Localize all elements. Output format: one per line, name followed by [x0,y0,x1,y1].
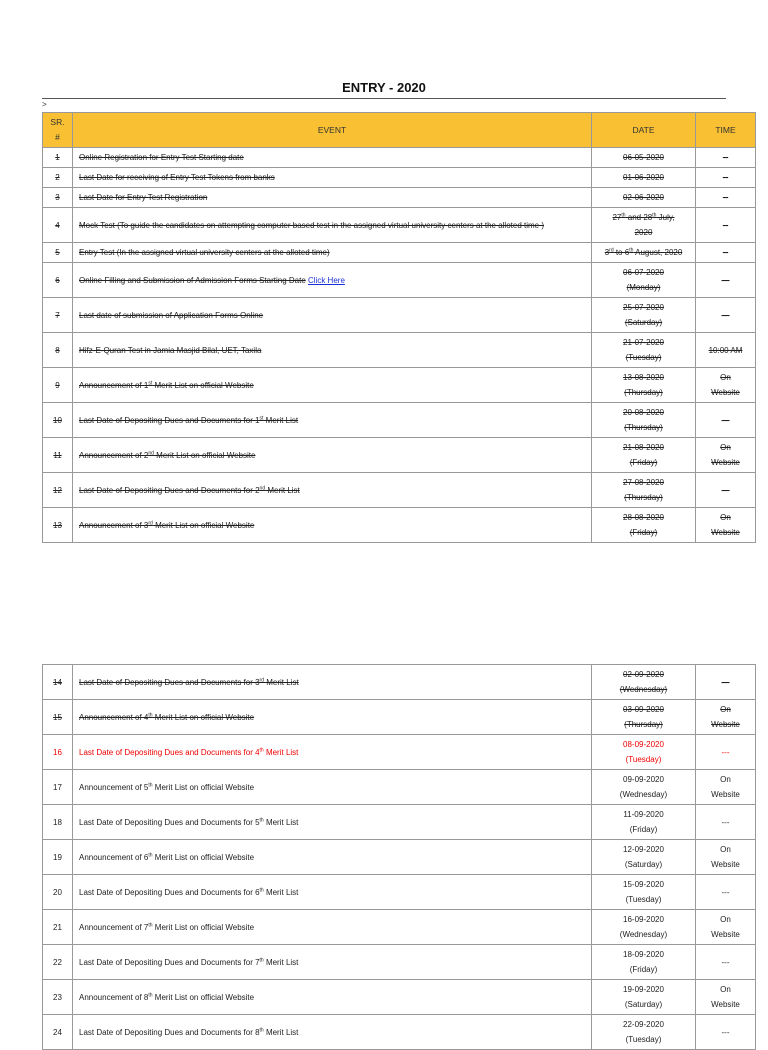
event-cell: Announcement of 8th Merit List on official Website [73,980,592,1015]
sr-cell: 24 [43,1015,73,1050]
sr-cell: 9 [43,368,73,403]
sr-cell: 20 [43,875,73,910]
date-cell: 22-09-2020 (Tuesday) [592,1015,696,1050]
event-cell: Entry Test (In the assigned virtual university centers at the alloted time) [73,243,592,263]
schedule-body-2 [43,665,756,1050]
event-cell: Announcement of 6th Merit List on official Website [73,840,592,875]
date-cell: 19-09-2020 (Saturday) [592,980,696,1015]
event-cell: Last Date of Depositing Dues and Documents for 5th Merit List [73,805,592,840]
time-cell: On Website [696,980,756,1015]
time-cell: --- [696,805,756,840]
marker-glyph: > [42,100,47,109]
time-cell: 10:00 AM [696,333,756,368]
time-cell: -- [696,243,756,263]
table-row [43,875,756,910]
date-cell: 09-09-2020 (Wednesday) [592,770,696,805]
table-row [43,770,756,805]
table-row [43,840,756,875]
sr-cell: 14 [43,665,73,700]
time-cell: -- [696,188,756,208]
time-cell: On Website [696,508,756,543]
page-title: ENTRY - 2020 [342,80,426,95]
date-cell: 15-09-2020 (Tuesday) [592,875,696,910]
sr-cell: 11 [43,438,73,473]
date-cell: 3rd to 6th August, 2020 [592,243,696,263]
sr-cell: 23 [43,980,73,1015]
sr-cell: 4 [43,208,73,243]
event-cell: Announcement of 3rd Merit List on official Website [73,508,592,543]
event-cell: Last Date of Depositing Dues and Documents for 8th Merit List [73,1015,592,1050]
sr-cell: 8 [43,333,73,368]
sr-cell: 21 [43,910,73,945]
header-date: DATE [592,113,696,148]
table-row [43,208,756,243]
date-cell: 08-09-2020 (Tuesday) [592,735,696,770]
event-cell: Announcement of 2nd Merit List on official Website [73,438,592,473]
table-row [43,508,756,543]
time-cell: -- [696,148,756,168]
table-row [43,945,756,980]
event-cell: Mock Test (To guide the candidates on attempting computer based test in the assigned virtual university centers at the alloted time ) [73,208,592,243]
event-cell: Announcement of 5th Merit List on official Website [73,770,592,805]
table-row [43,263,756,298]
table-row [43,298,756,333]
table-row [43,980,756,1015]
sr-cell: 19 [43,840,73,875]
event-cell: Last Date for receiving of Entry Test Tokens from banks [73,168,592,188]
date-cell: 27th and 28th July, 2020 [592,208,696,243]
table-row [43,243,756,263]
event-cell: Last Date of Depositing Dues and Documents for 2nd Merit List [73,473,592,508]
date-cell: 13-08-2020 (Thursday) [592,368,696,403]
time-cell: — [696,473,756,508]
table-row [43,438,756,473]
event-cell: Last date of submission of Application Forms Online [73,298,592,333]
event-cell: Announcement of 1st Merit List on official Website [73,368,592,403]
time-cell: — [696,403,756,438]
title-rule [42,98,726,99]
sr-cell: 12 [43,473,73,508]
event-cell: Online Filling and Submission of Admission Forms Starting Date Click Here [73,263,592,298]
date-cell: 03-09-2020 (Thursday) [592,700,696,735]
event-cell: Last Date of Depositing Dues and Documents for 4th Merit List [73,735,592,770]
event-cell: Online Registration for Entry Test Starting date [73,148,592,168]
date-cell: 02-09-2020 (Wednesday) [592,665,696,700]
date-cell: 28-08-2020 (Friday) [592,508,696,543]
sr-cell: 5 [43,243,73,263]
sr-cell: 17 [43,770,73,805]
event-cell: Announcement of 7th Merit List on official Website [73,910,592,945]
table-row [43,403,756,438]
table-row [43,1015,756,1050]
event-cell: Announcement of 4th Merit List on official Website [73,700,592,735]
header-sr: SR. # [43,113,73,148]
schedule-table-2 [42,664,756,1050]
time-cell: On Website [696,840,756,875]
date-cell: 25-07-2020 (Saturday) [592,298,696,333]
sr-cell: 1 [43,148,73,168]
event-cell: Last Date of Depositing Dues and Documents for 1st Merit List [73,403,592,438]
time-cell: On Website [696,770,756,805]
date-cell: 16-09-2020 (Wednesday) [592,910,696,945]
click-here-link[interactable]: Click Here [308,275,345,285]
sr-cell: 16 [43,735,73,770]
sr-cell: 10 [43,403,73,438]
date-cell: 21-07-2020 (Tuesday) [592,333,696,368]
event-cell: Hifz-E-Quran Test in Jamia Masjid Bilal, UET, Taxila [73,333,592,368]
sr-cell: 3 [43,188,73,208]
sr-cell: 2 [43,168,73,188]
sr-cell: 13 [43,508,73,543]
time-cell: -- [696,208,756,243]
date-cell: 27-08-2020 (Thursday) [592,473,696,508]
date-cell: 06-07-2020 (Monday) [592,263,696,298]
schedule-table-1 [42,112,756,543]
time-cell: -- [696,168,756,188]
date-cell: 06-05-2020 [592,148,696,168]
table-row [43,473,756,508]
event-cell: Last Date of Depositing Dues and Documents for 3rd Merit List [73,665,592,700]
sr-cell: 15 [43,700,73,735]
sr-cell: 18 [43,805,73,840]
date-cell: 02-06-2020 [592,188,696,208]
time-cell: --- [696,945,756,980]
time-cell: --- [696,1015,756,1050]
table-row [43,188,756,208]
date-cell: 11-09-2020 (Friday) [592,805,696,840]
time-cell: On Website [696,368,756,403]
event-cell: Last Date for Entry Test Registration [73,188,592,208]
table-row [43,805,756,840]
time-cell: --- [696,298,756,333]
event-cell: Last Date of Depositing Dues and Documents for 6th Merit List [73,875,592,910]
table-row [43,665,756,700]
date-cell: 18-09-2020 (Friday) [592,945,696,980]
table-row [43,700,756,735]
table-row [43,333,756,368]
time-cell: On Website [696,700,756,735]
table-row [43,735,756,770]
table-row [43,148,756,168]
table-row [43,168,756,188]
schedule-body-1 [43,148,756,543]
event-cell: Last Date of Depositing Dues and Documents for 7th Merit List [73,945,592,980]
date-cell: 01-06-2020 [592,168,696,188]
date-cell: 12-09-2020 (Saturday) [592,840,696,875]
date-cell: 20-08-2020 (Thursday) [592,403,696,438]
sr-cell: 7 [43,298,73,333]
time-cell: --- [696,263,756,298]
time-cell: --- [696,875,756,910]
time-cell: --- [696,735,756,770]
header-event: EVENT [73,113,592,148]
date-cell: 21-08-2020 (Friday) [592,438,696,473]
header-time: TIME [696,113,756,148]
sr-cell: 22 [43,945,73,980]
time-cell: --- [696,665,756,700]
time-cell: On Website [696,438,756,473]
table-row [43,368,756,403]
sr-cell: 6 [43,263,73,298]
time-cell: On Website [696,910,756,945]
table-row [43,910,756,945]
